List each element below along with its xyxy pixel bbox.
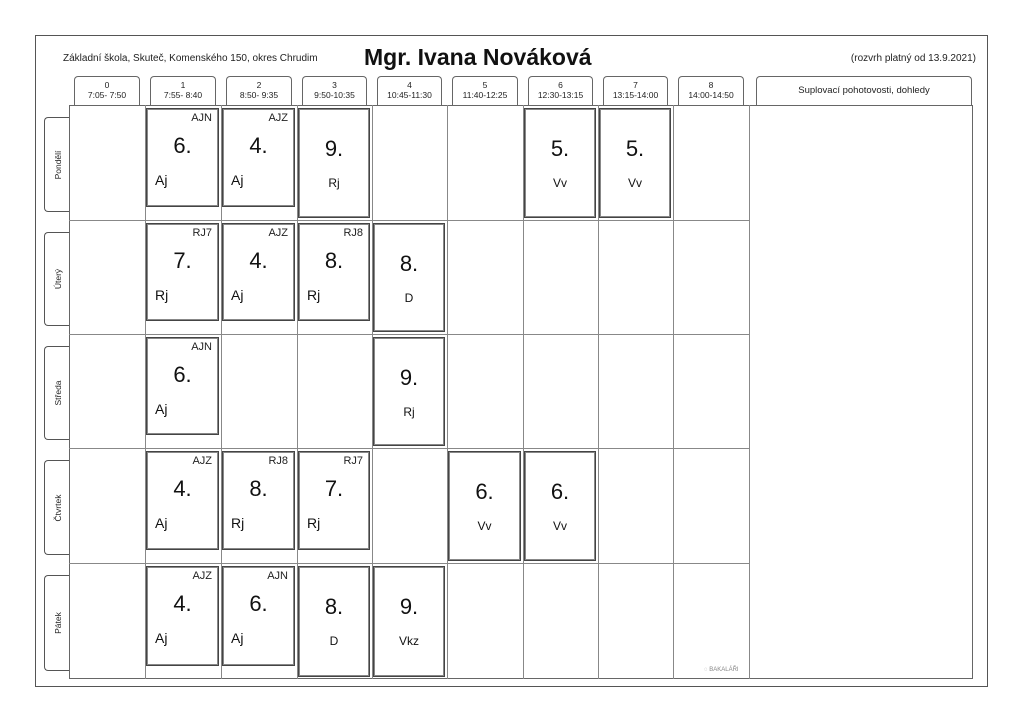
period-time: 12:30-13:15 xyxy=(537,90,584,100)
lesson-class: 9. xyxy=(399,594,419,619)
lesson-card[interactable] xyxy=(222,566,295,666)
lesson-subject: Vv xyxy=(477,519,492,533)
lesson-subject: Rj xyxy=(403,405,415,419)
grid-column-line xyxy=(447,105,448,679)
period-header-6 xyxy=(528,76,593,105)
period-header-8 xyxy=(678,76,744,105)
period-time: 9:50-10:35 xyxy=(314,90,355,100)
lesson-subject: Aj xyxy=(155,630,168,646)
lesson-subject: Rj xyxy=(307,515,321,531)
grid-column-line xyxy=(673,105,674,679)
lesson-class: 8. xyxy=(399,251,419,276)
period-time: 10:45-11:30 xyxy=(387,90,432,100)
lesson-group: AJN xyxy=(191,112,212,124)
period-number: 2 xyxy=(256,80,262,90)
lesson-card[interactable] xyxy=(524,108,596,218)
period-time: 14:00-14:50 xyxy=(688,90,734,100)
lesson-class: 4. xyxy=(249,248,268,273)
lesson-subject: Vkz xyxy=(398,634,419,648)
lesson-subject: Vv xyxy=(552,519,567,533)
supplement-header: Suplovací pohotovosti, dohledy xyxy=(756,76,972,105)
lesson-subject: D xyxy=(404,291,414,305)
lesson-card[interactable] xyxy=(298,451,370,550)
validity-note: (rozvrh platný od 13.9.2021) xyxy=(850,53,976,64)
period-header-3 xyxy=(302,76,367,105)
period-header-4 xyxy=(377,76,442,105)
day-label: Pondělí xyxy=(52,150,63,179)
lesson-subject: Vv xyxy=(552,176,567,190)
lesson-subject: Rj xyxy=(231,515,245,531)
lesson-class: 8. xyxy=(249,476,268,501)
period-number: 4 xyxy=(407,80,412,90)
period-time: 13:15-14:00 xyxy=(612,90,659,100)
period-header-7 xyxy=(603,76,668,105)
lesson-card[interactable] xyxy=(146,108,219,207)
lesson-class: 9. xyxy=(399,365,419,390)
lesson-group: AJZ xyxy=(192,570,212,582)
grid-row-line xyxy=(69,220,749,221)
lesson-subject: Aj xyxy=(155,401,168,417)
lesson-group: AJN xyxy=(191,341,212,353)
lesson-card[interactable] xyxy=(146,337,219,435)
grid-column-line xyxy=(749,105,750,679)
lesson-class: 7. xyxy=(324,476,344,501)
lesson-card[interactable] xyxy=(373,337,445,446)
day-label: Středa xyxy=(52,380,63,406)
period-time: 7:05- 7:50 xyxy=(87,90,127,100)
lesson-class: 6. xyxy=(550,479,570,504)
lesson-card[interactable] xyxy=(298,566,370,677)
lesson-subject: Rj xyxy=(307,287,321,303)
period-number: 5 xyxy=(482,80,488,90)
lesson-class: 9. xyxy=(324,136,344,161)
lesson-card[interactable] xyxy=(146,223,219,321)
lesson-class: 4. xyxy=(173,476,192,501)
lesson-group: AJZ xyxy=(192,455,212,467)
day-label: Úterý xyxy=(52,268,63,290)
lesson-card[interactable] xyxy=(146,451,219,550)
period-time: 11:40-12:25 xyxy=(462,90,508,100)
lesson-subject: Rj xyxy=(155,287,169,303)
lesson-group: AJZ xyxy=(268,227,288,239)
bakalari-logo: ◌ BAKALÁŘI xyxy=(704,667,739,673)
period-number: 8 xyxy=(708,80,714,90)
grid-row-line xyxy=(69,563,749,564)
lesson-class: 8. xyxy=(324,248,344,273)
lesson-class: 7. xyxy=(173,248,192,273)
lesson-class: 4. xyxy=(173,591,192,616)
lesson-card[interactable] xyxy=(298,108,370,218)
period-header-2 xyxy=(226,76,292,105)
lesson-card[interactable] xyxy=(222,108,295,207)
period-time: 7:55- 8:40 xyxy=(163,90,203,100)
day-tab-4 xyxy=(44,575,70,671)
lesson-subject: Aj xyxy=(231,287,244,303)
school-info: Základní škola, Skuteč, Komenského 150, okres Chrudim xyxy=(63,53,318,64)
period-time: 8:50- 9:35 xyxy=(239,90,279,100)
lesson-card[interactable] xyxy=(373,566,445,677)
lesson-card[interactable] xyxy=(222,223,295,321)
grid-row-line xyxy=(69,448,749,449)
lesson-class: 6. xyxy=(173,133,192,158)
lesson-subject: Aj xyxy=(155,515,168,531)
lesson-subject: Aj xyxy=(231,630,244,646)
lesson-group: AJZ xyxy=(268,112,288,124)
period-number: 7 xyxy=(633,80,638,90)
lesson-card[interactable] xyxy=(448,451,521,561)
day-tab-0 xyxy=(44,117,70,212)
lesson-class: 6. xyxy=(475,479,494,504)
teacher-name: Mgr. Ivana Nováková xyxy=(364,44,592,70)
lesson-subject: D xyxy=(329,634,339,648)
period-header-5 xyxy=(452,76,518,105)
lesson-class: 6. xyxy=(249,591,268,616)
day-label: Čtvrtek xyxy=(52,494,63,521)
lesson-group: RJ7 xyxy=(343,455,363,467)
lesson-class: 5. xyxy=(625,136,645,161)
lesson-card[interactable] xyxy=(222,451,295,550)
lesson-subject: Aj xyxy=(155,172,168,188)
lesson-group: RJ7 xyxy=(192,227,212,239)
period-header-0 xyxy=(74,76,140,105)
lesson-subject: Vv xyxy=(627,176,642,190)
period-number: 1 xyxy=(180,80,186,90)
lesson-card[interactable] xyxy=(298,223,370,321)
lesson-subject: Rj xyxy=(328,176,340,190)
day-tab-3 xyxy=(44,460,70,555)
period-number: 0 xyxy=(104,80,110,90)
lesson-group: RJ8 xyxy=(343,227,363,239)
period-number: 3 xyxy=(332,80,337,90)
lesson-class: 4. xyxy=(249,133,268,158)
lesson-group: AJN xyxy=(267,570,288,582)
grid-row-line xyxy=(69,334,749,335)
lesson-group: RJ8 xyxy=(268,455,288,467)
logo-text: BAKALÁŘI xyxy=(709,667,739,673)
lesson-class: 6. xyxy=(173,362,192,387)
lesson-card[interactable] xyxy=(524,451,596,561)
lesson-card[interactable] xyxy=(146,566,219,666)
lesson-card[interactable] xyxy=(373,223,445,332)
day-tab-1 xyxy=(44,232,70,326)
period-number: 6 xyxy=(558,80,563,90)
lesson-subject: Aj xyxy=(231,172,244,188)
lesson-class: 8. xyxy=(324,594,344,619)
day-tab-2 xyxy=(44,346,70,440)
lesson-card[interactable] xyxy=(599,108,671,218)
period-header-1 xyxy=(150,76,216,105)
lesson-class: 5. xyxy=(550,136,570,161)
day-label: Pátek xyxy=(52,612,63,634)
